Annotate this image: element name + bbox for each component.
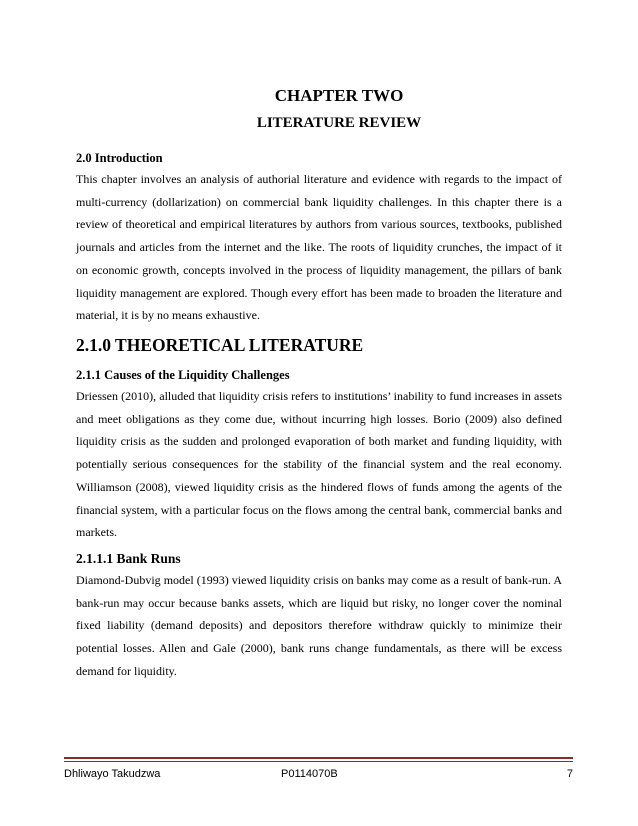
intro-paragraph: This chapter involves an analysis of authorial literature and evidence with regards to the impact of multi-currency (dollarization) on commercial bank liquidity challenges. In this chapter there is a review of theoretical and empirical literatures by authors from various sources, textbooks, published journals and articles from the internet and the like. The roots of liquidity crunches, the impact of it on economic growth, concepts involved in the process of liquidity management, the pillars of bank liquidity management are explored. Though every effort has been made to broaden the literature and material, it is by no means exhaustive. (76, 172, 562, 323)
footer-student-id: P0114070B (281, 768, 338, 780)
footer-page-number: 7 (566, 768, 573, 780)
footer-rule (64, 757, 573, 762)
chapter-subtitle: LITERATURE REVIEW (256, 115, 422, 131)
causes-paragraph: Driessen (2010), alluded that liquidity crisis refers to institutions’ inability to fund increases in assets and meet obligations as they come due, without incurring high losses. Borio (2009) also defined liquidity crisis as the sudden and prolonged evaporation of both market and funding liquidity, with potentially serious consequences for the stability of the financial system and the real economy. Williamson (2008), viewed liquidity crisis as the hindered flows of funds among the agents of the financial system, with a particular focus on the flows among the central bank, commercial banks and markets. (76, 389, 562, 540)
theoretical-literature-heading: 2.1.0 THEORETICAL LITERATURE (76, 335, 364, 355)
causes-heading: 2.1.1 Causes of the Liquidity Challenges (76, 368, 290, 382)
bank-runs-paragraph: Diamond-Dubvig model (1993) viewed liquidity crisis on banks may come as a result of bank-run. A bank-run may occur because banks assets, which are liquid but risky, no longer cover the nominal fixed liability (demand deposits) and depositors therefore withdraw quickly to minimize their potential losses. Allen and Gale (2000), bank runs change fundamentals, as there will be excess demand for liquidity. (76, 573, 562, 678)
bank-runs-heading: 2.1.1.1 Bank Runs (76, 551, 181, 566)
footer-author: Dhliwayo Takudzwa (64, 768, 161, 780)
chapter-title: CHAPTER TWO (274, 86, 404, 105)
intro-heading: 2.0 Introduction (76, 151, 163, 165)
